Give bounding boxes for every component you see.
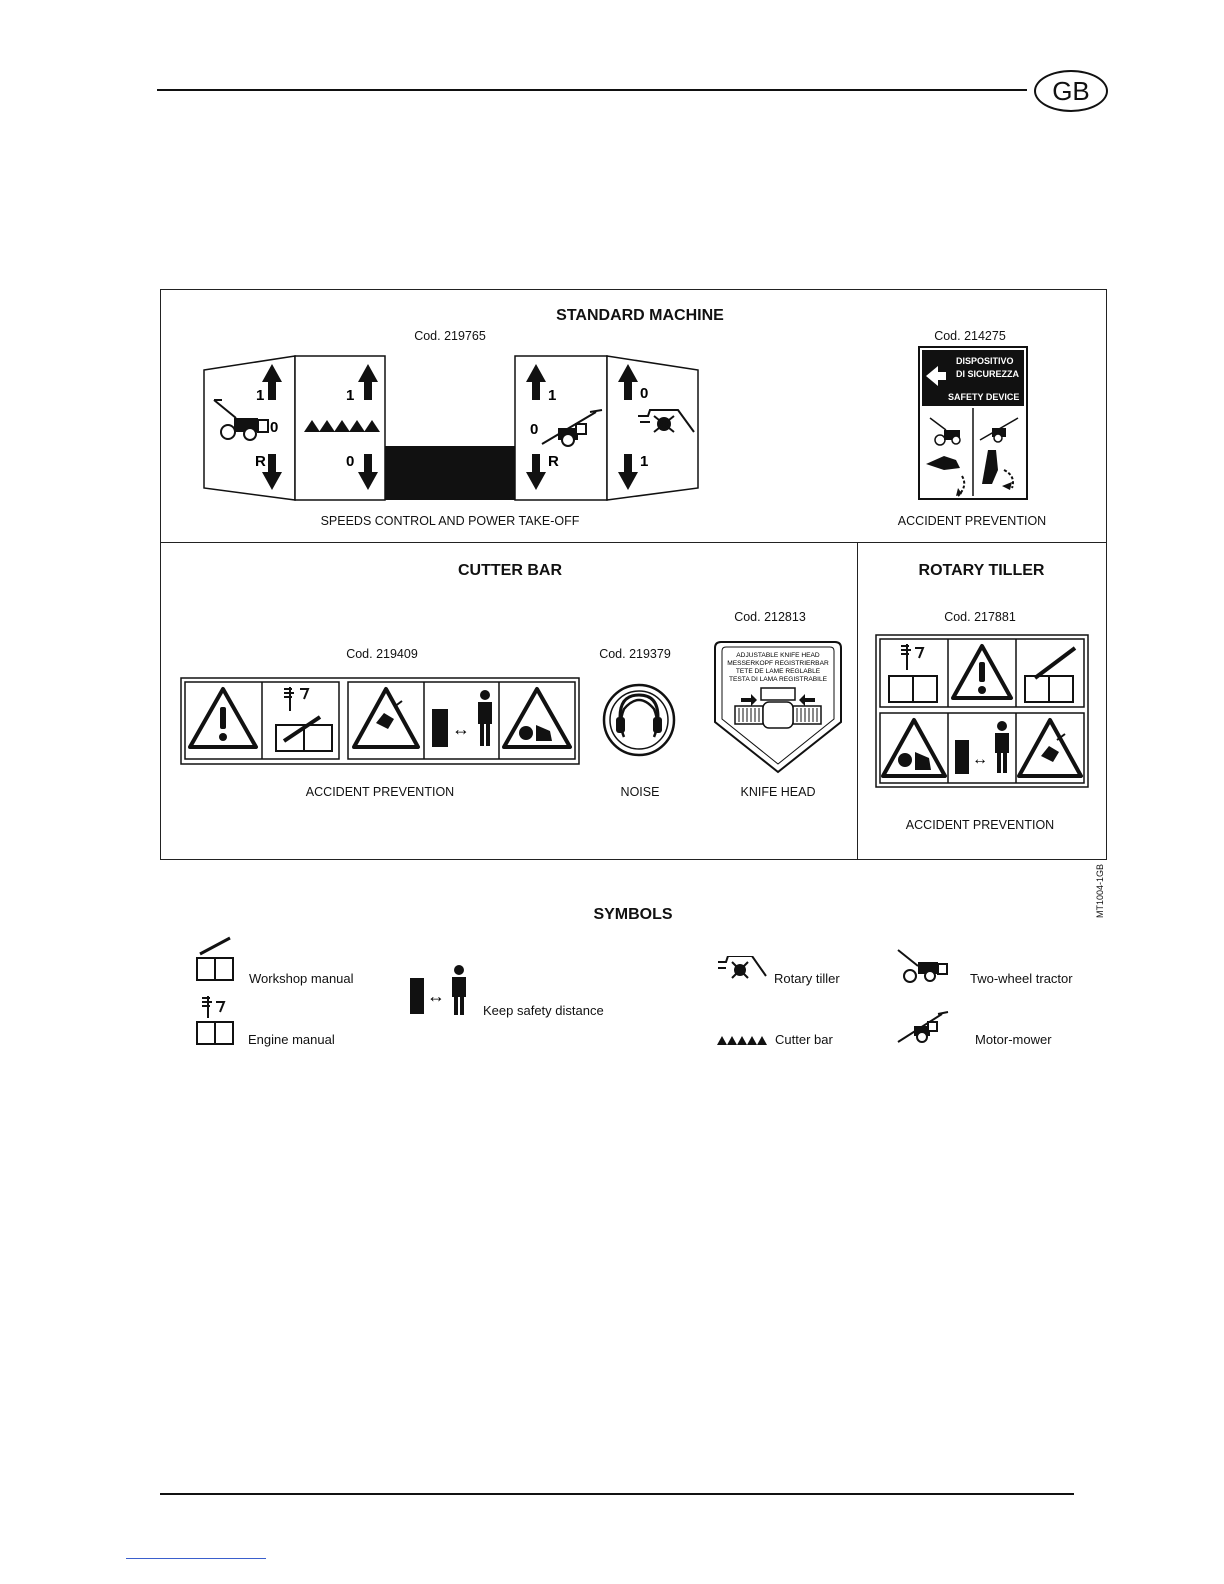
cutter-accident-caption: ACCIDENT PREVENTION bbox=[305, 785, 455, 799]
workshop-manual-label: Workshop manual bbox=[249, 971, 354, 986]
keep-distance-symbol-icon bbox=[408, 964, 470, 1016]
two-wheel-tractor-symbol-icon bbox=[896, 948, 950, 984]
cutter-bar-label: Cutter bar bbox=[775, 1032, 833, 1047]
tiller-decal-code: Cod. 217881 bbox=[944, 610, 1016, 624]
frame-divider-horizontal bbox=[160, 542, 1106, 543]
speeds-mark-ra: R bbox=[255, 453, 266, 470]
noise-decal-caption: NOISE bbox=[620, 785, 660, 799]
knife-line1: ADJUSTABLE KNIFE HEAD bbox=[736, 652, 820, 659]
rotary-tiller-symbol-icon bbox=[716, 956, 768, 986]
knife-line4: TESTA DI LAMA REGISTRABILE bbox=[728, 676, 828, 683]
speeds-mark-0c: 0 bbox=[530, 421, 539, 438]
footer-link-underline bbox=[126, 1558, 266, 1559]
rotary-tiller-label: Rotary tiller bbox=[774, 971, 840, 986]
header-rule bbox=[157, 89, 1027, 91]
engine-manual-symbol-icon bbox=[194, 994, 238, 1048]
noise-decal bbox=[602, 683, 676, 757]
knife-decal-code: Cod. 212813 bbox=[734, 610, 806, 624]
cutter-bar-symbol-icon bbox=[717, 1034, 771, 1046]
svg-text:↔: ↔ bbox=[452, 719, 470, 739]
frame-divider-vertical bbox=[857, 542, 858, 859]
safety-device-decal bbox=[918, 346, 1028, 500]
language-badge: GB bbox=[1034, 70, 1108, 112]
safety-decal-code: Cod. 214275 bbox=[934, 329, 1006, 343]
speeds-mark-1a: 1 bbox=[256, 387, 265, 404]
figure-code: MT1004-1GB bbox=[1095, 863, 1105, 918]
motor-mower-label: Motor-mower bbox=[975, 1032, 1052, 1047]
knife-line2: MESSERKOPF REGISTRIERBAR bbox=[727, 660, 829, 667]
speeds-mark-rc: R bbox=[548, 453, 559, 470]
knife-decal-caption: KNIFE HEAD bbox=[740, 785, 816, 799]
symbols-title: SYMBOLS bbox=[593, 906, 673, 923]
rotary-tiller-decal bbox=[875, 634, 1089, 788]
speeds-mark-1b: 1 bbox=[346, 387, 355, 404]
speeds-control-decal bbox=[200, 354, 702, 502]
knife-line3: TETE DE LAME REGLABLE bbox=[735, 668, 821, 675]
speeds-mark-0a: 0 bbox=[270, 419, 279, 436]
footer-rule bbox=[160, 1493, 1074, 1495]
speeds-decal-code: Cod. 219765 bbox=[414, 329, 486, 343]
tiller-decal-caption: ACCIDENT PREVENTION bbox=[905, 818, 1055, 832]
safety-decal-line2: DI SICUREZZA bbox=[956, 369, 1019, 379]
safety-decal-caption: ACCIDENT PREVENTION bbox=[897, 514, 1047, 528]
cutter-accident-decal bbox=[180, 677, 580, 765]
knife-head-decal bbox=[713, 640, 843, 775]
cutter-bar-title: CUTTER BAR bbox=[458, 562, 562, 579]
noise-decal-code: Cod. 219379 bbox=[599, 647, 671, 661]
svg-text:↔: ↔ bbox=[427, 986, 445, 1006]
safety-decal-line3: SAFETY DEVICE bbox=[948, 392, 1020, 402]
speeds-mark-0b: 0 bbox=[346, 453, 355, 470]
standard-machine-title: STANDARD MACHINE bbox=[556, 307, 724, 324]
two-wheel-tractor-label: Two-wheel tractor bbox=[970, 971, 1073, 986]
motor-mower-symbol-icon bbox=[896, 1010, 950, 1046]
rotary-tiller-title: ROTARY TILLER bbox=[918, 562, 1045, 579]
accident-decal-code: Cod. 219409 bbox=[346, 647, 418, 661]
keep-safety-distance-label: Keep safety distance bbox=[483, 1003, 604, 1018]
speeds-mark-1d: 1 bbox=[640, 453, 649, 470]
engine-manual-label: Engine manual bbox=[248, 1032, 335, 1047]
safety-decal-line1: DISPOSITIVO bbox=[956, 356, 1014, 366]
workshop-manual-symbol-icon bbox=[194, 934, 238, 986]
speeds-mark-1c: 1 bbox=[548, 387, 557, 404]
speeds-mark-0d: 0 bbox=[640, 385, 649, 402]
svg-text:↔: ↔ bbox=[972, 751, 988, 768]
speeds-decal-caption: SPEEDS CONTROL AND POWER TAKE-OFF bbox=[320, 514, 580, 528]
